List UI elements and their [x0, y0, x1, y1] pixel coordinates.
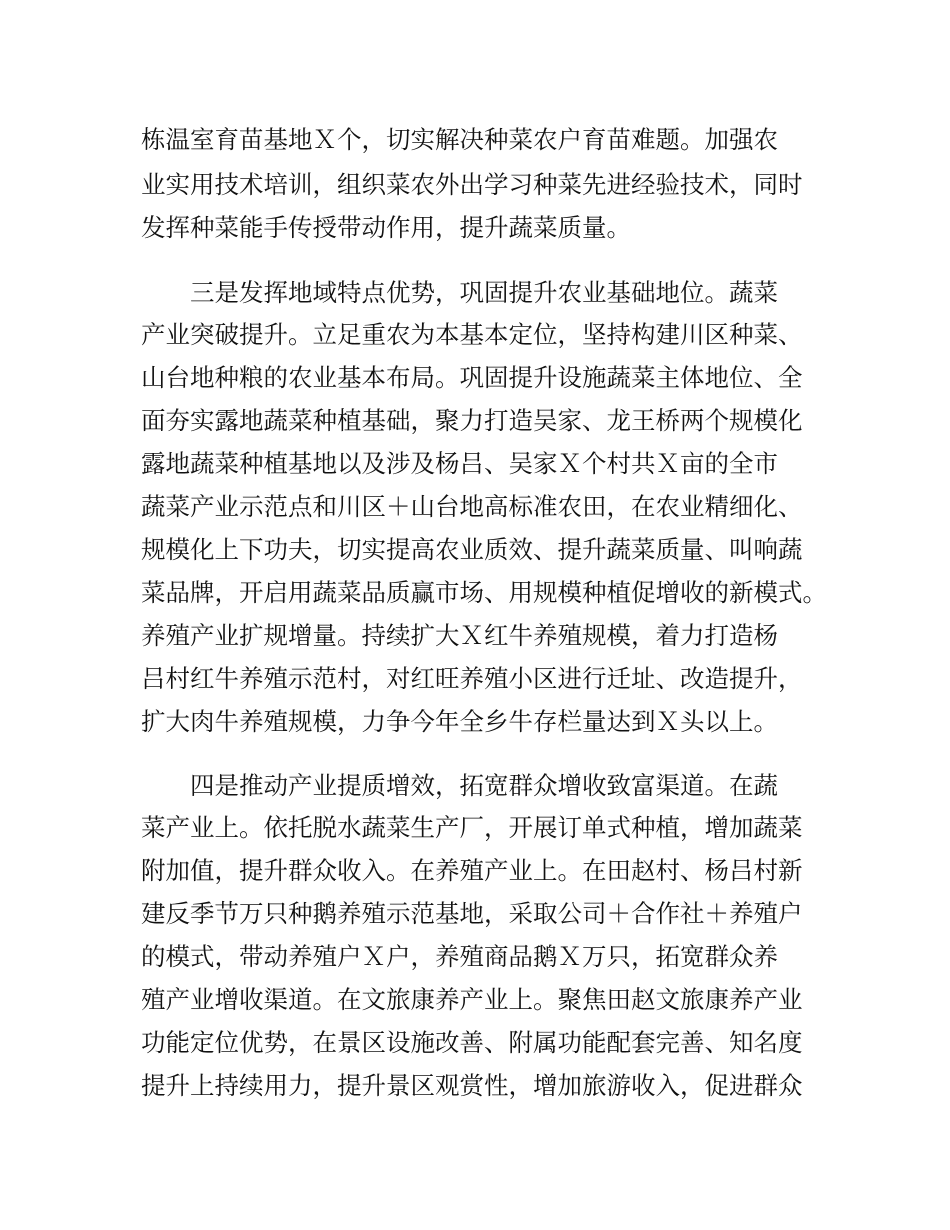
paragraph-2-line-1: 三是发挥地域特点优势，巩固提升农业基础地位。蔬菜: [141, 278, 778, 307]
paragraph-2-line-7: 规模化上下功夫，切实提高农业质效、提升蔬菜质量、叫响蔬: [141, 535, 803, 564]
paragraph-1-line-1: 栋温室育苗基地Ｘ个，切实解决种菜农户育苗难题。加强农: [141, 125, 778, 154]
paragraph-2-line-10: 吕村红牛养殖示范村，对红旺养殖小区进行迁址、改造提升，: [141, 664, 803, 693]
paragraph-3-line-5: 的模式，带动养殖户Ｘ户，养殖商品鹅Ｘ万只，拓宽群众养: [141, 942, 778, 971]
paragraph-2-line-2: 产业突破提升。立足重农为本基本定位，坚持构建川区种菜、: [141, 320, 803, 349]
paragraph-3-line-3: 附加值，提升群众收入。在养殖产业上。在田赵村、杨吕村新: [141, 856, 803, 885]
paragraph-2-line-6: 蔬菜产业示范点和川区＋山台地高标准农田，在农业精细化、: [141, 492, 803, 521]
paragraph-2-line-4: 面夯实露地蔬菜种植基础，聚力打造吴家、龙王桥两个规模化: [141, 406, 803, 435]
paragraph-2-line-11: 扩大肉牛养殖规模，力争今年全乡牛存栏量达到Ｘ头以上。: [141, 707, 778, 736]
paragraph-1-line-2: 业实用技术培训，组织菜农外出学习种菜先进经验技术，同时: [141, 170, 803, 199]
paragraph-3-line-6: 殖产业增收渠道。在文旅康养产业上。聚焦田赵文旅康养产业: [141, 985, 803, 1014]
paragraph-2-line-8: 菜品牌，开启用蔬菜品质赢市场、用规模种植促增收的新模式。: [141, 578, 827, 607]
paragraph-3-line-7: 功能定位优势，在景区设施改善、附属功能配套完善、知名度: [141, 1028, 803, 1057]
paragraph-1-line-3: 发挥种菜能手传授带动作用，提升蔬菜质量。: [141, 213, 631, 242]
paragraph-3-line-8: 提升上持续用力，提升景区观赏性，增加旅游收入，促进群众: [141, 1071, 803, 1100]
paragraph-2-line-9: 养殖产业扩规增量。持续扩大Ｘ红牛养殖规模，着力打造杨: [141, 621, 778, 650]
paragraph-3-line-4: 建反季节万只种鹅养殖示范基地，采取公司＋合作社＋养殖户: [141, 899, 803, 928]
paragraph-3-line-1: 四是推动产业提质增效，拓宽群众增收致富渠道。在蔬: [141, 771, 778, 800]
paragraph-2-line-3: 山台地种粮的农业基本布局。巩固提升设施蔬菜主体地位、全: [141, 363, 803, 392]
paragraph-3-line-2: 菜产业上。依托脱水蔬菜生产厂，开展订单式种植，增加蔬菜: [141, 813, 803, 842]
paragraph-2-line-5: 露地蔬菜种植基地以及涉及杨吕、吴家Ｘ个村共Ｘ亩的全市: [141, 449, 778, 478]
